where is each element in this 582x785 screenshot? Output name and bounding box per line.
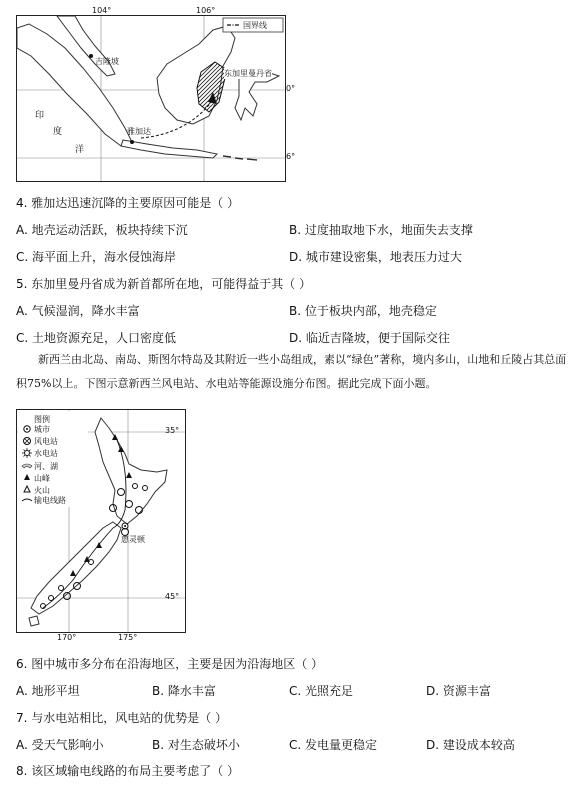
passage-text: 新西兰由北岛、南岛、斯图尔特岛及其附近一些小岛组成，素以“绿色”著称，境内多山，山地和丘陵占其总面积75%以上。下图示意新西兰风电站、水电站等能源设施分布图。据此完成下面小题。 (16, 353, 567, 390)
map1-drawing (17, 16, 285, 181)
q7-stem: 7. 与水电站相比，风电站的优势是（ ） (16, 711, 228, 725)
map1-lon-106: 106° (196, 6, 216, 15)
kuala-lumpur-label: 吉隆坡 (95, 57, 119, 66)
map2-legend-box (18, 411, 88, 507)
java-land (121, 140, 217, 158)
legend-hydro: 水电站 (34, 449, 58, 458)
q5-option-a: A. 气候湿润，降水丰富 (16, 304, 140, 318)
legend-title: 图例 (34, 415, 50, 424)
q5-stem: 5. 东加里曼丹省成为新首都所在地，可能得益于其（ ） (16, 277, 312, 291)
north-island-land (95, 418, 167, 524)
q6-option-b: B. 降水丰富 (152, 684, 216, 698)
map1-lat-0: 0° (286, 84, 296, 93)
q5-option-d: D. 临近吉隆坡，便于国际交往 (289, 331, 450, 345)
q4-option-d: D. 城市建设密集，地表压力过大 (289, 250, 462, 264)
q6-option-c: C. 光照充足 (289, 684, 354, 698)
east-kalimantan-label: 东加里曼丹省 (224, 69, 272, 78)
q5-option-c: C. 土地资源充足，人口密度低 (16, 331, 177, 345)
wellington-label: 惠灵顿 (121, 535, 145, 544)
sulawesi-land (235, 72, 279, 120)
map1-legend-label: 国界线 (243, 21, 267, 30)
legend-peak: 山峰 (34, 474, 50, 483)
ocean-label-2: 度 (53, 127, 63, 137)
q5-option-b: B. 位于板块内部，地壳稳定 (289, 304, 437, 318)
ocean-label-1: 印 (35, 111, 45, 121)
legend-wind: 风电站 (34, 437, 58, 446)
legend-volcano: 火山 (34, 486, 50, 495)
map2-lat-35: 35° (165, 426, 180, 435)
kuala-lumpur-dot (89, 54, 93, 58)
q7-option-d: D. 建设成本较高 (426, 738, 515, 752)
q7-option-b: B. 对生态破坏小 (152, 738, 240, 752)
q6-option-a: A. 地形平坦 (16, 684, 80, 698)
q4-stem: 4. 雅加达迅速沉降的主要原因可能是（ ） (16, 196, 240, 210)
legend-city: 城市 (34, 425, 50, 434)
ocean-label-3: 洋 (75, 145, 85, 155)
jakarta-label: 雅加达 (127, 127, 151, 136)
q4-option-b: B. 过度抽取地下水，地面失去支撑 (289, 223, 473, 237)
q7-option-a: A. 受天气影响小 (16, 738, 104, 752)
q7-option-c: C. 发电量更稳定 (289, 738, 378, 752)
sumatra-land (17, 24, 133, 146)
legend-power-line: 输电线路 (34, 496, 66, 505)
map2-lat-45: 45° (165, 592, 180, 601)
jakarta-dot (130, 140, 134, 144)
stewart-island-land (29, 616, 39, 626)
map2-new-zealand (16, 409, 186, 633)
map1-southeast-asia (16, 15, 286, 182)
map1-lon-104: 104° (92, 6, 112, 15)
q8-stem: 8. 该区域输电线路的布局主要考虑了（ ） (16, 764, 240, 778)
q6-option-d: D. 资源丰富 (426, 684, 491, 698)
map2-lon-170: 170° (57, 633, 77, 642)
q6-stem: 6. 图中城市多分布在沿海地区，主要是因为沿海地区（ ） (16, 657, 324, 671)
q4-option-c: C. 海平面上升，海水侵蚀海岸 (16, 250, 177, 264)
south-island-land (31, 522, 121, 614)
legend-river: 河、湖 (34, 462, 58, 471)
q4-option-a: A. 地壳运动活跃，板块持续下沉 (16, 223, 188, 237)
map1-lat-6: 6° (286, 152, 296, 161)
map2-lon-175: 175° (118, 633, 138, 642)
